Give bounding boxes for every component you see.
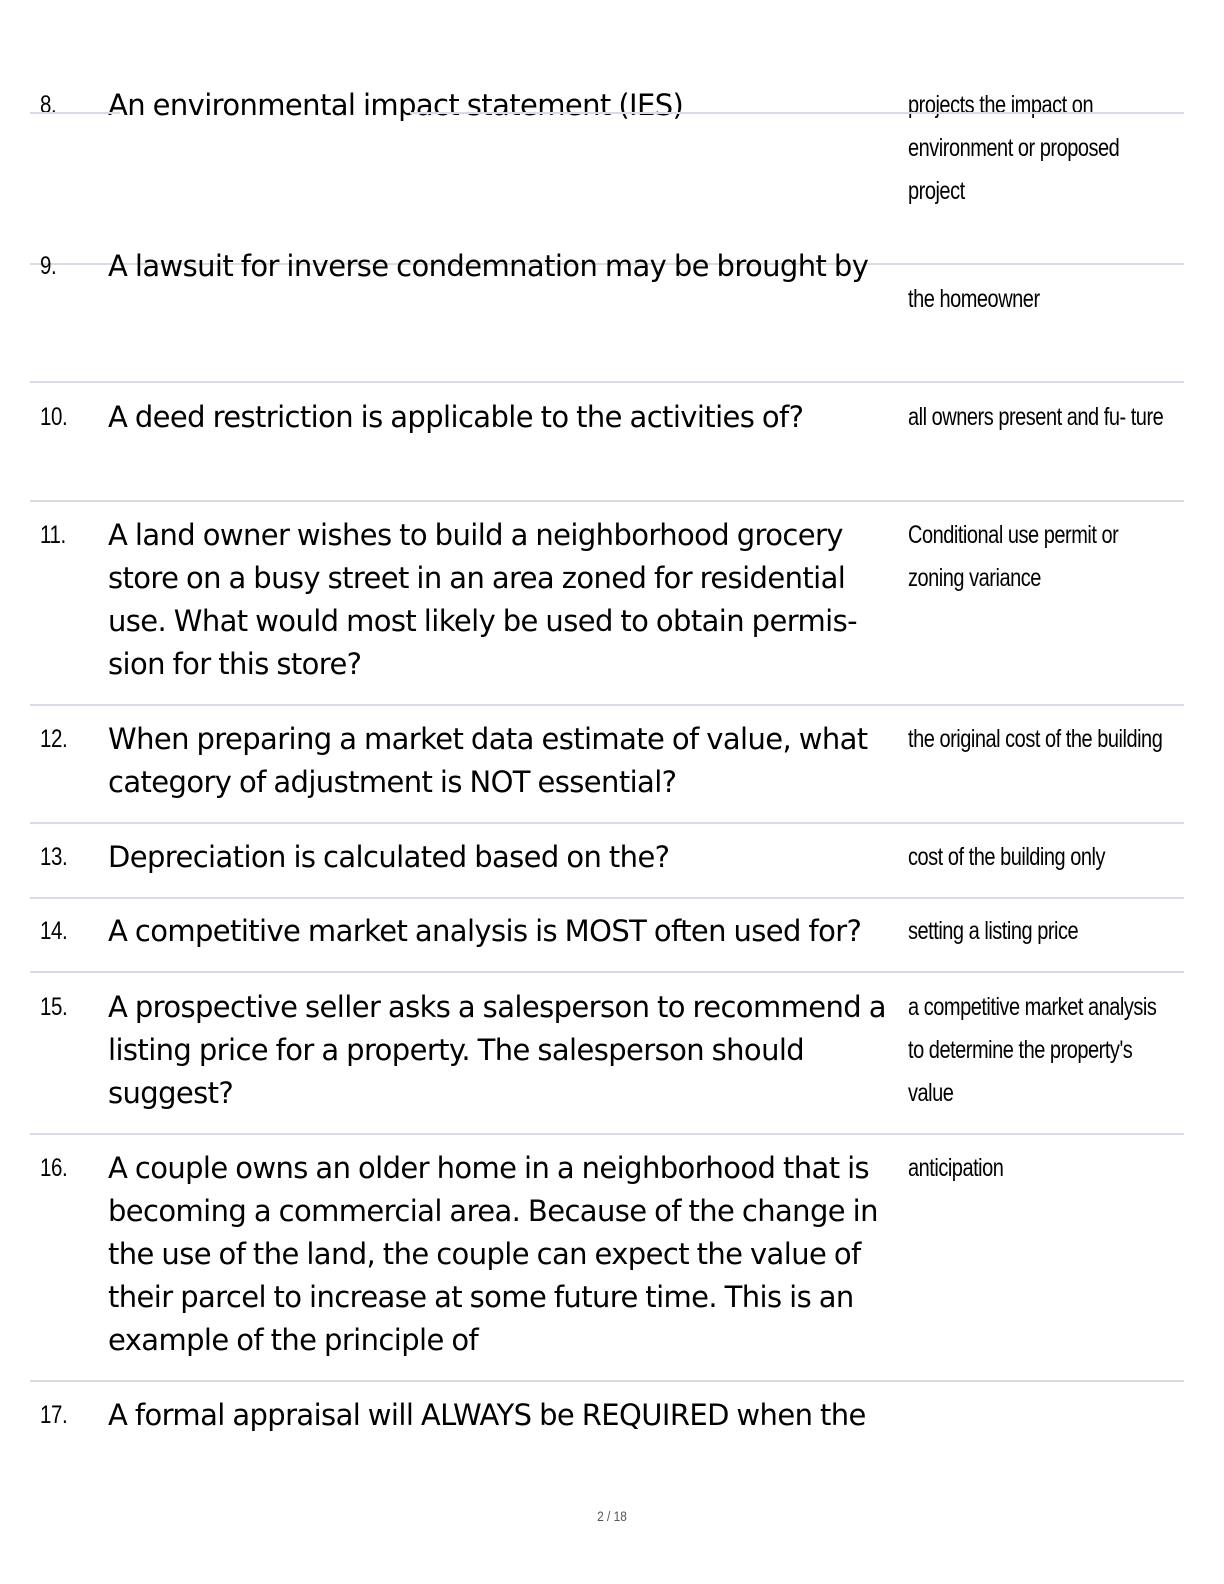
item-number: 11. <box>40 521 66 549</box>
row-divider <box>30 1380 1184 1382</box>
item-answer: the original cost of the building <box>908 725 1163 753</box>
row-divider <box>30 381 1184 383</box>
item-question: A competitive market analysis is MOST often used for? <box>108 914 862 948</box>
row-divider <box>30 822 1184 824</box>
item-question: A prospective seller asks a salesperson to recommend a listing price for a property. The salesperson should suggest? <box>108 990 886 1110</box>
item-question: An environmental impact statement (IES) <box>108 88 684 122</box>
strike-line <box>410 112 910 114</box>
row-divider <box>30 897 1184 899</box>
item-question: A deed restriction is applicable to the activities of? <box>108 400 804 434</box>
item-answer: cost of the building only <box>908 843 1106 871</box>
item-question: Depreciation is calculated based on the? <box>108 840 670 874</box>
item-answer: the homeowner <box>908 285 1040 313</box>
item-number: 12. <box>40 725 68 753</box>
item-number: 8. <box>40 91 57 119</box>
item-question: A formal appraisal will ALWAYS be REQUIRED when the <box>108 1398 866 1432</box>
item-question: A land owner wishes to build a neighborhood grocery store on a busy street in an area zoned for residential use. What would most likely be used to obtain permis- sion for this store? <box>108 518 857 681</box>
page-indicator: 2 / 18 <box>597 1508 627 1524</box>
row-divider <box>30 500 1184 502</box>
item-answer: anticipation <box>908 1154 1004 1182</box>
row-divider <box>30 1133 1184 1135</box>
item-question: A lawsuit for inverse condemnation may be brought by <box>108 249 869 283</box>
item-answer: a competitive market analysis to determine the property's value <box>908 993 1157 1107</box>
strike-line <box>30 112 120 114</box>
item-number: 10. <box>40 403 68 431</box>
row-divider <box>30 971 1184 973</box>
item-number: 9. <box>40 252 57 280</box>
item-answer: Conditional use permit or zoning variance <box>908 521 1119 592</box>
item-answer: projects the impact on environment or proposed project <box>908 91 1120 205</box>
item-number: 13. <box>40 843 68 871</box>
item-question: When preparing a market data estimate of value, what category of adjustment is NOT essential? <box>108 722 868 799</box>
item-number: 14. <box>40 917 68 945</box>
item-question: A couple owns an older home in a neighborhood that is becoming a commercial area. Because of the change in the use of the land, the couple can expect the value of their parcel to increase at some future time. This is an example of the principle of <box>108 1151 878 1357</box>
item-answer: all owners present and fu- ture <box>908 403 1164 431</box>
item-number: 15. <box>40 993 68 1021</box>
item-number: 17. <box>40 1401 68 1429</box>
strike-line <box>908 112 1184 114</box>
item-answer: setting a listing price <box>908 917 1079 945</box>
row-divider <box>30 704 1184 706</box>
item-number: 16. <box>40 1154 68 1182</box>
